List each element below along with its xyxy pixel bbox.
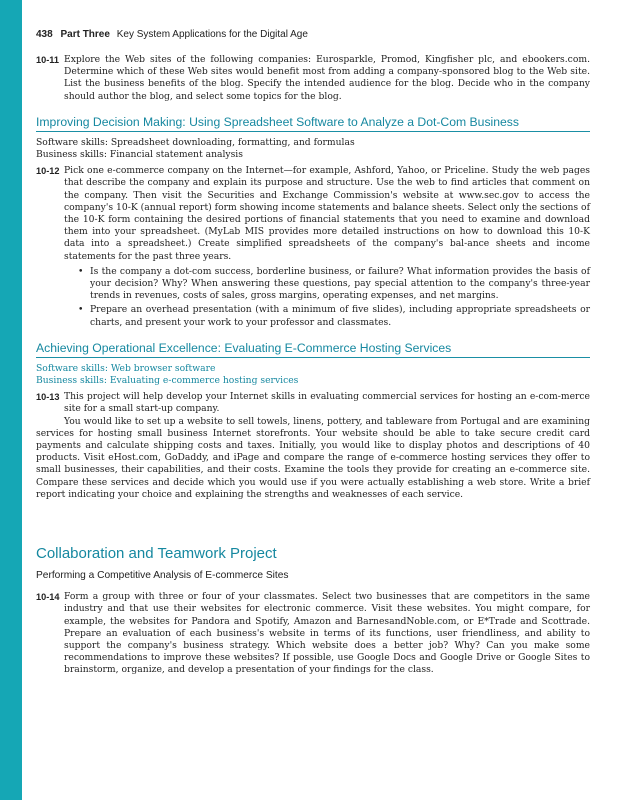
left-color-stripe <box>0 0 22 800</box>
project-10-14 <box>36 591 590 676</box>
project-text: Pick one e-commerce company on the Internet—for example, Ashford, Yahoo, or Priceline. Study the web pages that describe the company and explain its purpose and structure. Use the web to find articles that comment on the company. Then visit the Securities and Exchange Commission's website at www.sec.gov to access the company's 10-K (annual report) form showing income statements and balance sheets. Select only the sections of the 10-K form containing the desired portions of financial statements that you need to examine and download them into your spreadsheet. (MyLab MIS provides more detailed instructions on how to download this 10-K data into a spreadsheet.) Create simplified spreadsheets of the company's bal-ance sheets and income statements for the past three years. <box>64 165 590 262</box>
bullet-item: • Prepare an overhead presentation (with a minimum of five slides), including appropriate spreadsheets or charts, and present your work to your professor and classmates. <box>78 304 590 328</box>
project-10-13-paragraph: You would like to set up a website to sell towels, linens, pottery, and tableware from Portugal and are examining services for hosting small business Internet storefronts. Your website should be able to take secure credit card payments and calculate shipping costs and taxes. Initially, you would like to display photos and descriptions of 40 products. Visit eHost.com, GoDaddy, and iPage and compare the range of e-commerce hosting services they offer to small businesses, their capabilities, and their costs. Examine the tools they provide for creating an e-commerce site. Compare these services and decide which you would use if you were actually establishing a web store. Write a brief report indicating your choice and explaining the strengths and weaknesses of each service. <box>36 415 590 500</box>
software-skills: Software skills: Spreadsheet downloading, formatting, and formulas <box>36 136 355 148</box>
page-number: 438 <box>36 29 53 40</box>
project-10-13 <box>36 391 590 415</box>
software-skills: Software skills: Web browser software <box>36 362 216 374</box>
part-label: Part Three <box>60 29 110 40</box>
part-title: Key System Applications for the Digital Age <box>116 29 308 40</box>
project-10-11 <box>36 54 590 103</box>
project-text: This project will help develop your Internet skills in evaluating commercial services for hosting an e-com-merce site for a small start-up company. <box>64 391 590 415</box>
bullet-item: • Is the company a dot-com success, borderline business, or failure? What information provides the basis of your decision? Why? When answering these questions, pay special attention to the company's three-year trends in revenues, costs of sales, gross margins, operating expenses, and net margins. <box>78 266 590 303</box>
section-heading-decision-making: Improving Decision Making: Using Spreadsheet Software to Analyze a Dot-Com Business <box>36 115 590 132</box>
page-content <box>36 29 590 683</box>
project-number: 10-11 <box>36 55 59 65</box>
bullet-list <box>64 266 590 329</box>
skills-block <box>36 137 590 161</box>
section-heading-operational-excellence: Achieving Operational Excellence: Evaluating E-Commerce Hosting Services <box>36 341 590 358</box>
collaboration-heading: Collaboration and Teamwork Project <box>36 545 277 563</box>
collaboration-subheading: Performing a Competitive Analysis of E-commerce Sites <box>36 570 289 582</box>
business-skills: Business skills: Evaluating e-commerce hosting services <box>36 375 299 387</box>
project-number: 10-14 <box>36 592 60 603</box>
project-text: Form a group with three or four of your classmates. Select two businesses that are competitors in the same industry and that use their websites for electronic commerce. Visit these websites. You might compare, for example, the websites for Pandora and Spotify, Amazon and BarnesandNoble.com, or E*Trade and Scottrade. Prepare an evaluation of each business's website in terms of its functions, user friendliness, and ability to support the company's business strategy. Which website does a better job? Why? Can you make some recommendations to improve these websites? If possible, use Google Docs and Google Drive or Google Sites to brainstorm, organize, and develop a presentation of your findings for the class. <box>64 591 590 676</box>
skills-block <box>36 363 590 387</box>
running-header <box>36 29 590 40</box>
business-skills: Business skills: Financial statement analysis <box>36 149 243 161</box>
project-text: Explore the Web sites of the following companies: Eurosparkle, Promod, Kingfisher plc, and ebookers.com. Determine which of these Web sites would benefit most from adding a company-sponsored blog to the Web site. List the business benefits of the blog. Specify the intended audience for the blog. Decide who in the company should author the blog, and select some topics for the blog. <box>64 54 590 102</box>
project-number: 10-13 <box>36 392 60 403</box>
project-10-12 <box>36 165 590 329</box>
project-number: 10-12 <box>36 166 60 177</box>
